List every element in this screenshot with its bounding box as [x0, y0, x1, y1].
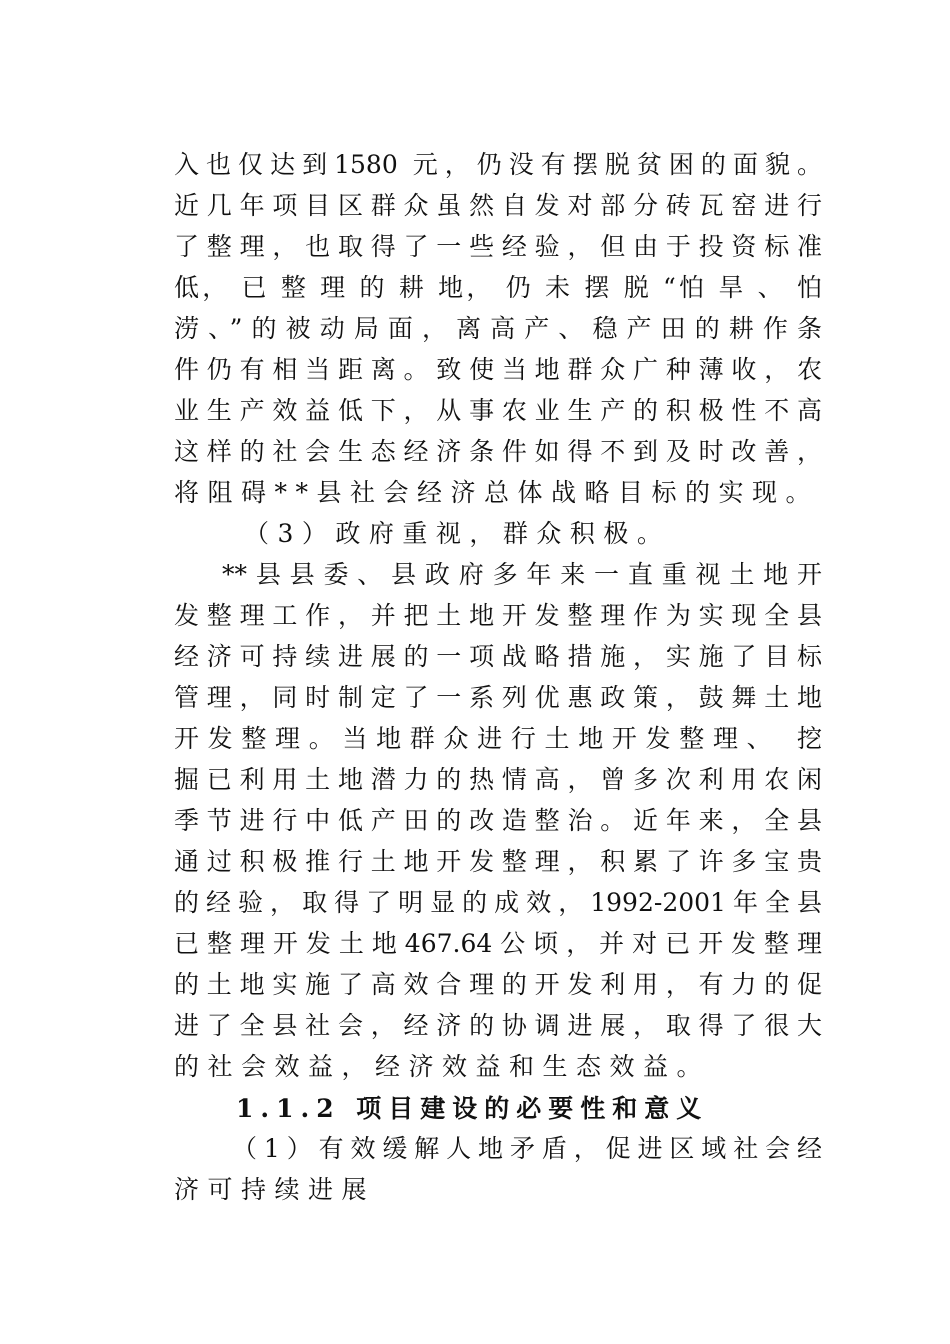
text-line: 进了全县社会，经济的协调进展，取得了很大: [174, 1011, 822, 1040]
text-line: 低， 已 整 理 的 耕 地， 仍 未 摆 脱 “怕 旱 、 怕: [174, 273, 822, 302]
text-line: 通过积极推行土地开发整理，积累了许多宝贵: [174, 847, 822, 876]
paragraph-first-line: （1）有效缓解人地矛盾，促进区域社会经: [232, 1134, 822, 1163]
text-line: 发整理工作，并把土地开发整理作为实现全县: [174, 601, 822, 630]
subsection-heading: （3）政府重视，群众积极。: [244, 519, 671, 548]
text-line: 了整理，也取得了一些经验，但由于投资标准: [174, 232, 822, 261]
text-line: 近几年项目区群众虽然自发对部分砖瓦窑进行: [174, 191, 822, 220]
text-line: 管理，同时制定了一系列优惠政策，鼓舞土地: [174, 683, 822, 712]
text-line: 开发整理。当地群众进行土地开发整理、 挖: [174, 724, 822, 753]
paragraph-first-line: **县县委、县政府多年来一直重视土地开: [222, 560, 822, 589]
text-line: 涝、”的被动局面，离高产、稳产田的耕作条: [174, 314, 822, 343]
text-line: 入也仅达到1580 元，仍没有摆脱贫困的面貌。: [174, 150, 822, 179]
text-line: 经济可持续进展的一项战略措施，实施了目标: [174, 642, 822, 671]
text-line: 业生产效益低下，从事农业生产的积极性不高: [174, 396, 822, 425]
text-line: 济可持续进展: [174, 1175, 376, 1204]
text-line: 这样的社会生态经济条件如得不到及时改善，: [174, 437, 822, 466]
text-line: 的经验，取得了明显的成效，1992-2001年全县: [174, 888, 822, 917]
text-line: 将阻碍**县社会经济总体战略目标的实现。: [174, 478, 820, 507]
section-heading: 1.1.2 项目建设的必要性和意义: [236, 1094, 709, 1123]
text-line: 已整理开发土地467.64公顷，并对已开发整理: [174, 929, 822, 958]
text-line: 的土地实施了高效合理的开发利用，有力的促: [174, 970, 822, 999]
text-line: 件仍有相当距离。致使当地群众广种薄收，农: [174, 355, 822, 384]
text-line: 掘已利用土地潜力的热情高，曾多次利用农闲: [174, 765, 822, 794]
text-line: 季节进行中低产田的改造整治。近年来，全县: [174, 806, 822, 835]
text-line: 的社会效益，经济效益和生态效益。: [174, 1052, 711, 1081]
